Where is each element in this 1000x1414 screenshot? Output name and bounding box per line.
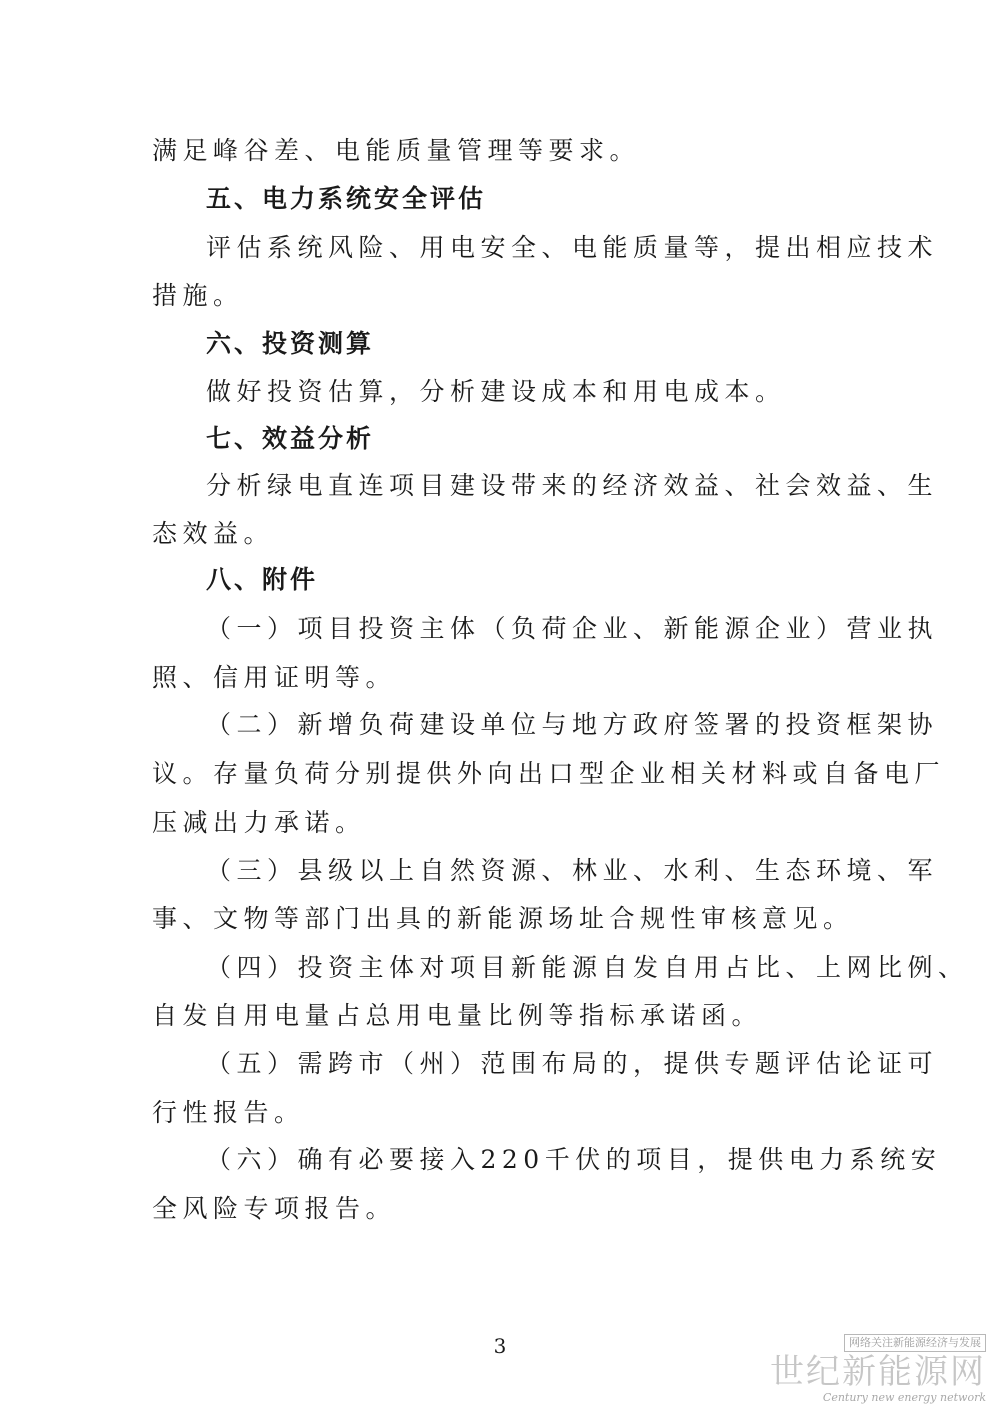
body-line: （四）投资主体对项目新能源自发自用占比、上网比例、 bbox=[206, 953, 969, 982]
body-line: 做好投资估算，分析建设成本和用电成本。 bbox=[206, 377, 786, 406]
body-line: 议。存量负荷分别提供外向出口型企业相关材料或自备电厂 bbox=[152, 759, 946, 788]
body-line: 事、文物等部门出具的新能源场址合规性审核意见。 bbox=[152, 904, 854, 933]
body-line: 行性报告。 bbox=[152, 1098, 305, 1127]
watermark-title: 世纪新能源网 bbox=[770, 1352, 986, 1392]
body-line: 评估系统风险、用电安全、电能质量等，提出相应技术 bbox=[206, 233, 939, 262]
body-line: 分析绿电直连项目建设带来的经济效益、社会效益、生 bbox=[206, 471, 939, 500]
body-line: （一）项目投资主体（负荷企业、新能源企业）营业执 bbox=[206, 614, 939, 643]
section-heading: 七、效益分析 bbox=[206, 424, 375, 453]
body-line: 满足峰谷差、电能质量管理等要求。 bbox=[152, 136, 641, 165]
watermark-logo bbox=[756, 1331, 986, 1404]
section-heading: 五、电力系统安全评估 bbox=[206, 184, 487, 213]
page-number: 3 bbox=[493, 1334, 507, 1358]
body-line: 措施。 bbox=[152, 281, 244, 310]
body-line: （五）需跨市（州）范围布局的，提供专题评估论证可 bbox=[206, 1049, 939, 1078]
body-line: 全风险专项报告。 bbox=[152, 1194, 397, 1223]
body-line: 态效益。 bbox=[152, 519, 275, 548]
body-line: （六）确有必要接入220千伏的项目，提供电力系统安 bbox=[206, 1145, 942, 1174]
section-heading: 八、附件 bbox=[206, 565, 319, 594]
watermark-tagline: 网络关注新能源经济与发展 bbox=[844, 1334, 986, 1352]
section-heading: 六、投资测算 bbox=[206, 329, 375, 358]
body-line: 照、信用证明等。 bbox=[152, 663, 397, 692]
body-line: 自发自用电量占总用电量比例等指标承诺函。 bbox=[152, 1001, 763, 1030]
body-line: （三）县级以上自然资源、林业、水利、生态环境、军 bbox=[206, 856, 939, 885]
body-line: 压减出力承诺。 bbox=[152, 808, 366, 837]
watermark-subtitle: Century new energy network bbox=[822, 1391, 986, 1404]
body-line: （二）新增负荷建设单位与地方政府签署的投资框架协 bbox=[206, 710, 939, 739]
